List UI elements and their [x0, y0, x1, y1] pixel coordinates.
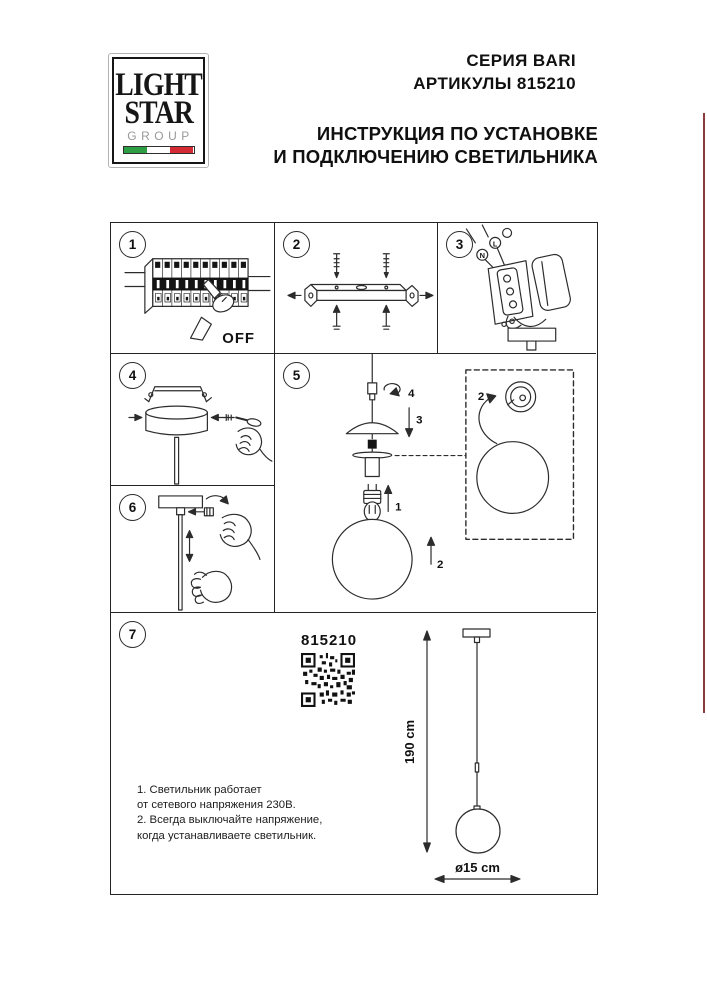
- step-number-badge: 1: [119, 231, 146, 258]
- step-6-cell: [111, 486, 275, 613]
- part-3-label: 3: [416, 414, 423, 427]
- height-dimension-label: 190 cm: [402, 719, 417, 765]
- detail-2-label: 2: [477, 390, 485, 403]
- diameter-dimension-label: ø15 cm: [455, 860, 500, 875]
- step-number-badge: 3: [446, 231, 473, 258]
- instruction-grid: [110, 222, 598, 895]
- logo-word-star: STAR: [124, 95, 193, 131]
- step-2-cell: [275, 223, 438, 354]
- part-4-label: 4: [408, 387, 415, 400]
- part-2-label: 2: [436, 559, 444, 572]
- brand-logo-frame: [112, 57, 205, 164]
- step-5-cell: [275, 354, 596, 613]
- step-number-badge: 5: [283, 362, 310, 389]
- step-3-cell: [438, 223, 596, 354]
- wire-n-label: N: [479, 251, 485, 261]
- note-line: когда устанавливаете светильник.: [137, 829, 317, 842]
- flag-red-stripe: [170, 147, 193, 153]
- part-1-label: 1: [395, 501, 402, 514]
- series-title: СЕРИЯ BARI: [466, 51, 576, 70]
- wire-l-label: L: [492, 239, 498, 249]
- safety-notes: [137, 783, 357, 844]
- step-number-badge: 6: [119, 494, 146, 521]
- instruction-title: [273, 122, 598, 168]
- step-number-badge: 7: [119, 621, 146, 648]
- page-edge-mark: [703, 113, 705, 713]
- instruction-title-line2: И ПОДКЛЮЧЕНИЮ СВЕТИЛЬНИКА: [273, 146, 598, 167]
- off-label: OFF: [222, 331, 256, 348]
- step-number-badge: 2: [283, 231, 310, 258]
- flag-white-stripe: [147, 147, 170, 153]
- step-number-badge: 4: [119, 362, 146, 389]
- brand-logo: [108, 53, 209, 168]
- dimension-diagram: [401, 616, 601, 894]
- logo-word-group: GROUP: [127, 129, 194, 143]
- note-line: 2. Всегда выключайте напряжение,: [137, 814, 323, 827]
- note-line: от сетевого напряжения 230В.: [137, 799, 296, 812]
- instruction-title-line1: ИНСТРУКЦИЯ ПО УСТАНОВКЕ: [316, 123, 598, 144]
- document-header: [273, 49, 598, 168]
- step-1-cell: [111, 223, 275, 354]
- note-line: 1. Светильник работает: [137, 784, 262, 796]
- logo-word-light: LIGHT: [115, 67, 202, 103]
- articles-line: АРТИКУЛЫ 815210: [413, 74, 576, 93]
- qr-code: [301, 653, 355, 707]
- qr-article-number: 815210: [301, 632, 358, 649]
- assembly-diagram: [275, 354, 596, 612]
- flag-green-stripe: [124, 147, 147, 153]
- step-4-cell: [111, 354, 275, 486]
- italy-flag: [123, 146, 195, 154]
